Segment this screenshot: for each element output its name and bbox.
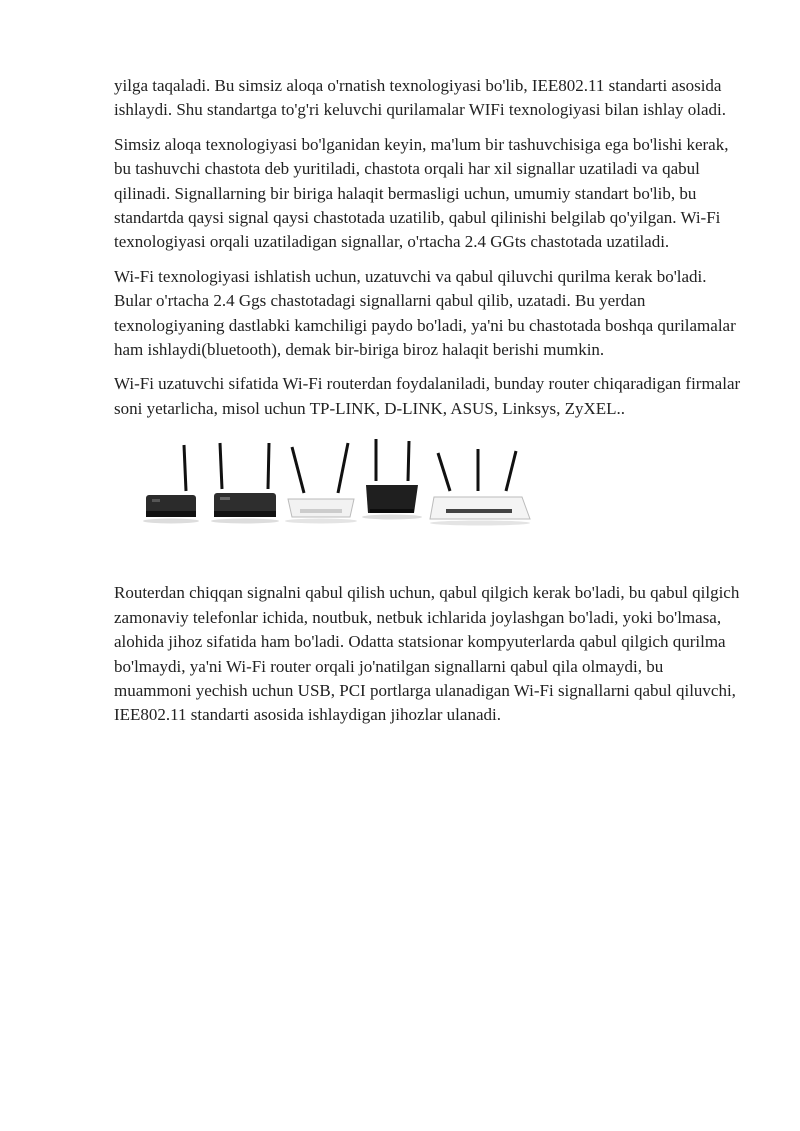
router-black-icon xyxy=(143,445,199,524)
router-photo-strip xyxy=(138,439,558,549)
paragraph-frequency: Simsiz aloqa texnologiyasi bo'lganidan keyin, ma'lum bir tashuvchisiga ega bo'lishi kerak, bu tashuvchi chastota deb yuritiladi, chastota orqali har xil signallar uzatiladi va qabul qilinadi. Signallarning bir biriga halaqit bermasligi uchun, umumiy standart bo'lib, bu standartda qaysi signal qaysi chastotada uzatilib, qabul qilinishi belgilab qo'yilgan. Wi-Fi texnologiyasi orqali uzatiladigan signallar, o'rtacha 2.4 GGts chastotada uzatiladi. xyxy=(114,134,729,252)
router-black-icon xyxy=(211,443,279,524)
paragraph-routers: Wi-Fi uzatuvchi sifatida Wi-Fi routerdan foydalaniladi, bunday router chiqaradigan firmalar soni yetarlicha, misol uchun TP-LINK, D-LINK, ASUS, Linksys, ZyXEL.. xyxy=(114,374,741,418)
paragraph-receiver: Routerdan chiqqan signalni qabul qilish uchun, qabul qilgich kerak bo'ladi, bu qabul qilgich zamonaviy telefonlar ichida, noutbuk, netbuk ichlarida joylashgan bo'ladi, yoki bo'lmasa, alohida jihoz sifatida ham bo'ladi. Odatta statsionar kompyuterlarda qabul qilgich qurilma bo'lmaydi, ya'ni Wi-Fi router orqali jo'natilgan signallarni qabul qila olmaydi, bu muammoni yechish uchun USB, PCI portlarga ulanadigan Wi-Fi signallarni qabul qiluvchi, IEE802.11 standarti asosida ishlaydigan jihozlar ulanadi. xyxy=(114,583,740,725)
router-image xyxy=(114,439,744,569)
router-white-icon xyxy=(285,443,357,524)
router-white-icon xyxy=(430,449,530,526)
paragraph-transmitter: Wi-Fi texnologiyasi ishlatish uchun, uzatuvchi va qabul qiluvchi qurilma kerak bo'ladi. Bular o'rtacha 2.4 Ggs chastotadagi signallarni qabul qilib, uzatadi. Bu yerdan texnologiyaning dastlabki kamchiligi paydo bo'ladi, ya'ni bu chastotada boshqa qurilamalar ham ishlaydi(bluetooth), demak bir-biriga biroz halaqit berishi mumkin. xyxy=(114,266,736,360)
router-black-icon xyxy=(362,439,422,520)
document-page xyxy=(114,74,744,738)
paragraph-intro: yilga taqaladi. Bu simsiz aloqa o'rnatish texnologiyasi bo'lib, IEE802.11 standarti asosida ishlaydi. Shu standartga to'g'ri keluvchi qurilamalar WIFi texnologiyasi bilan ishlay oladi. xyxy=(114,76,727,120)
